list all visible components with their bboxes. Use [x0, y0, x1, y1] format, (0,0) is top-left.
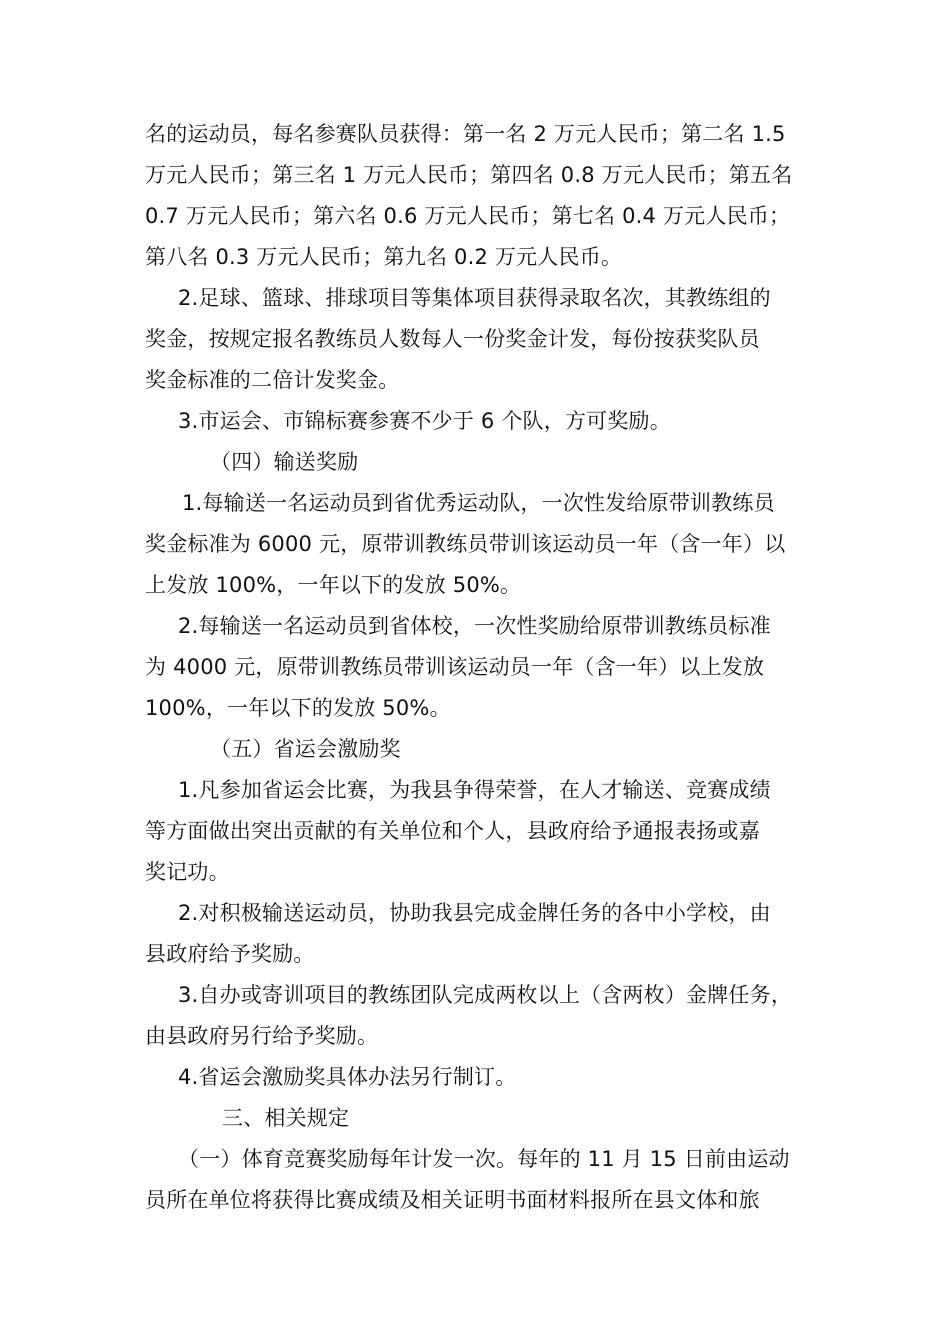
text-line: 2.每输送一名运动员到省体校，一次性奖励给原带训教练员标准	[178, 614, 771, 638]
text-line: 2.对积极输送运动员，协助我县完成金牌任务的各中小学校，由	[178, 901, 771, 925]
section-heading: （五）省运会激励奖	[210, 737, 401, 761]
text-line: 1.凡参加省运会比赛，为我县争得荣誉，在人才输送、竞赛成绩	[178, 778, 771, 802]
text-line: 1.每输送一名运动员到省优秀运动队，一次性发给原带训教练员	[182, 491, 775, 515]
text-line: 奖金标准为 6000 元，原带训教练员带训该运动员一年（含一年）以	[145, 532, 786, 556]
text-line: 3.自办或寄训项目的教练团队完成两枚以上（含两枚）金牌任务，	[178, 983, 793, 1007]
text-line: （一）体育竞赛奖励每年计发一次。每年的 11 月 15 日前由运动	[178, 1147, 790, 1171]
section-heading: （四）输送奖励	[210, 450, 359, 474]
section-heading: 三、相关规定	[222, 1106, 350, 1130]
text-line: 奖记功。	[145, 860, 230, 884]
text-line: 3.市运会、市锦标赛参赛不少于 6 个队，方可奖励。	[178, 409, 671, 433]
text-line: 第八名 0.3 万元人民币；第九名 0.2 万元人民币。	[145, 245, 623, 269]
text-line: 为 4000 元，原带训教练员带训该运动员一年（含一年）以上发放	[145, 655, 765, 679]
text-line: 县政府给予奖励。	[145, 942, 315, 966]
text-line: 奖金，按规定报名教练员人数每人一份奖金计发，每份按获奖队员	[145, 327, 760, 351]
text-line: 4.省运会激励奖具体办法另行制订。	[178, 1065, 517, 1089]
text-line: 100%，一年以下的发放 50%。	[145, 696, 451, 720]
text-line: 上发放 100%，一年以下的发放 50%。	[145, 573, 522, 597]
text-line: 等方面做出突出贡献的有关单位和个人，县政府给予通报表扬或嘉	[145, 819, 760, 843]
text-line: 奖金标准的二倍计发奖金。	[145, 368, 400, 392]
text-line: 由县政府另行给予奖励。	[145, 1024, 379, 1048]
text-line: 员所在单位将获得比赛成绩及相关证明书面材料报所在县文体和旅	[145, 1188, 760, 1212]
text-line: 2.足球、篮球、排球项目等集体项目获得录取名次，其教练组的	[178, 286, 771, 310]
text-line: 名的运动员，每名参赛队员获得：第一名 2 万元人民币；第二名 1.5	[145, 122, 786, 146]
text-line: 0.7 万元人民币；第六名 0.6 万元人民币；第七名 0.4 万元人民币；	[145, 204, 791, 228]
text-line: 万元人民币；第三名 1 万元人民币；第四名 0.8 万元人民币；第五名	[145, 163, 793, 187]
